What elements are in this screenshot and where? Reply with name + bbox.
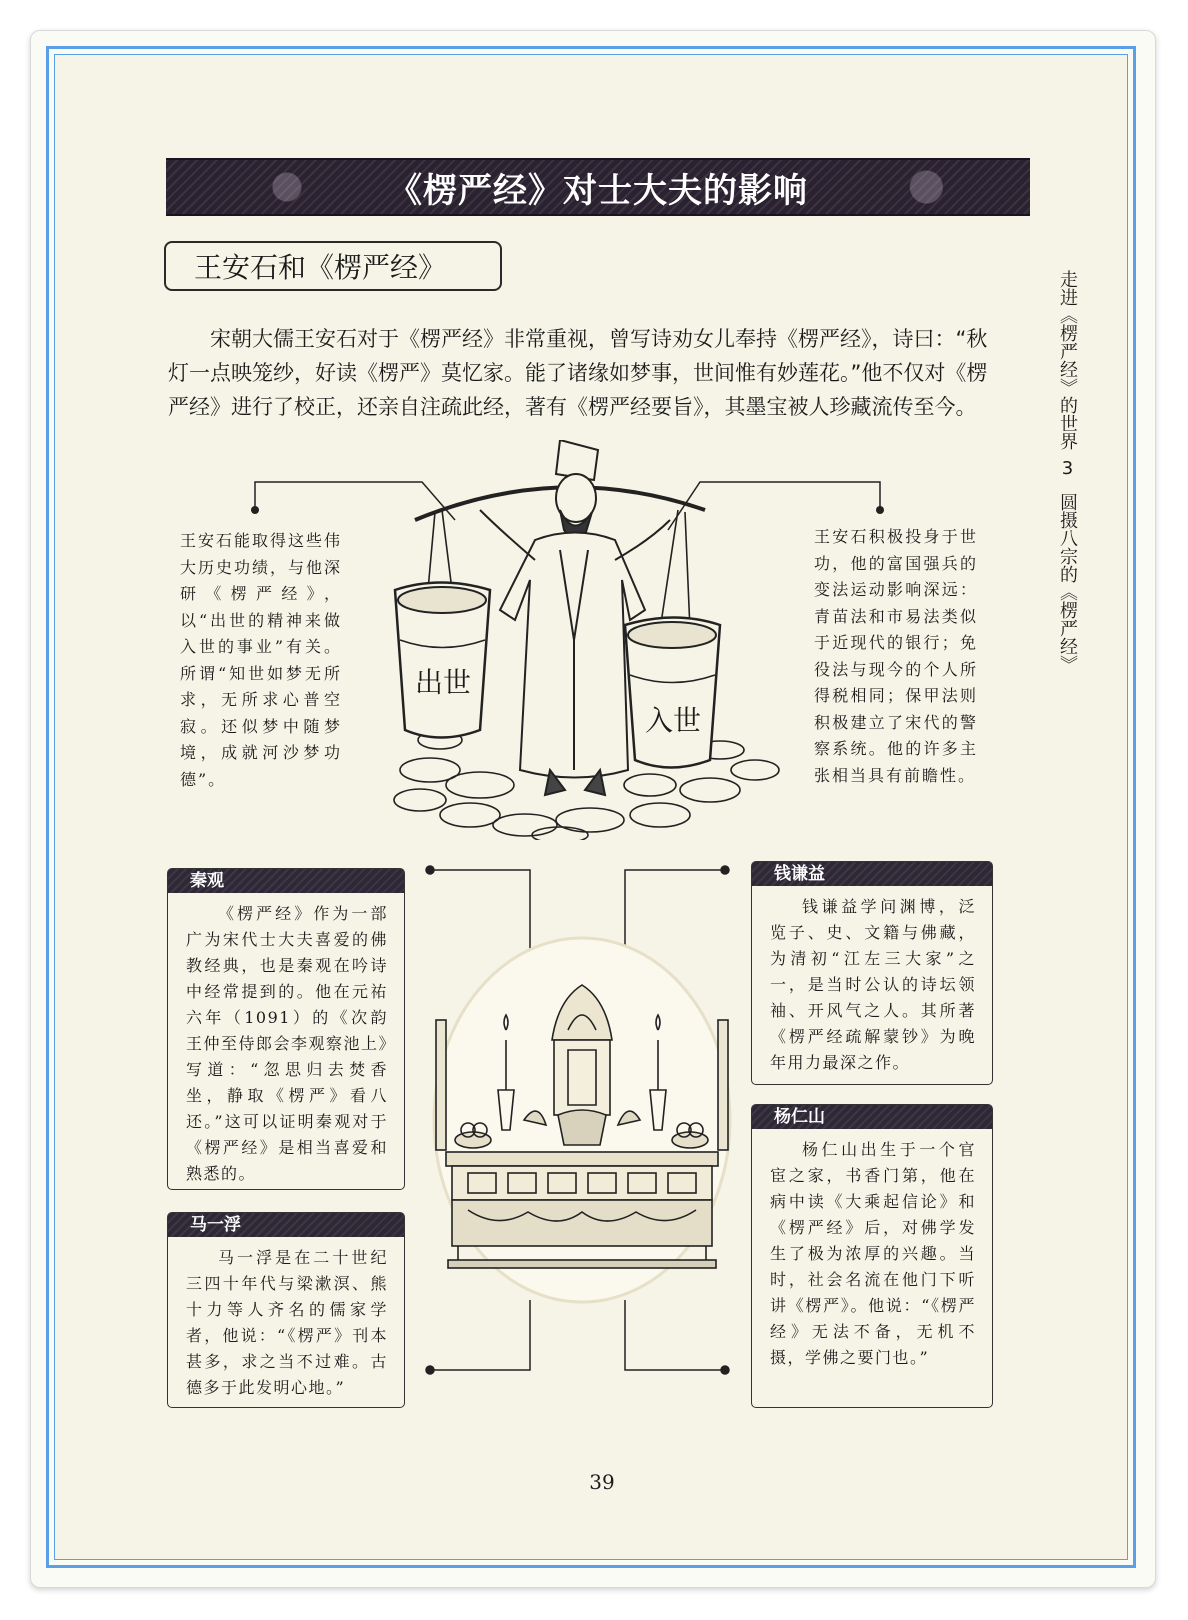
caption-right: 王安石积极投身于世功，他的富国强兵的变法运动影响深远：青苗法和市易法类似于近现代的银行；免役法与现今的个人所得税相同；保甲法则积极建立了宋代的警察系统。他的许多主张相当具有前瞻性。	[814, 527, 978, 785]
box-qianqianyi-title: 钱谦益	[752, 862, 992, 886]
intro-text: 宋朝大儒王安石对于《楞严经》非常重视，曾写诗劝女儿奉持《楞严经》，诗曰：“秋灯一点映笼纱，好读《楞严》莫忆家。能了诸缘如梦事，世间惟有妙莲花。”他不仅对《楞严经》进行了校正，还亲自注疏此经，著有《楞严经要旨》，其墨宝被人珍藏流传至今。	[168, 327, 988, 419]
box-yangrenshan-text: 杨仁山出生于一个官宦之家，书香门第，他在病中读《大乘起信论》和《楞严经》后，对佛学发生了极为浓厚的兴趣。当时，社会名流在他门下听讲《楞严》。他说：“《楞严经》无法不备，无机不摄，学佛之要门也。”	[770, 1140, 976, 1367]
bucket-label-rushi: 入世	[644, 704, 702, 737]
box-mayifu-text: 马一浮是在二十世纪三四十年代与梁漱溟、熊十力等人齐名的儒家学者，他说：“《楞严》刊本甚多，求之当不过难。古德多于此发明心地。”	[186, 1248, 388, 1397]
bucket-label-chushi: 出世	[414, 666, 472, 699]
chapter-title: 《楞严经》对士大夫的影响	[388, 170, 808, 211]
box-yangrenshan-title: 杨仁山	[752, 1105, 992, 1129]
caption-left: 王安石能取得这些伟大历史功绩，与他深研《楞严经》，以“出世的精神来做入世的事业”有关。所谓“知世如梦无所求，无所求心普空寂。还似梦中随梦境，成就河沙梦功德”。	[180, 531, 343, 789]
box-yangrenshan	[751, 1104, 993, 1408]
section-title: 王安石和《楞严经》	[164, 241, 502, 291]
box-qinguan	[167, 868, 405, 1190]
sidebar-chapter-title: 圆摄八宗的《楞严经》	[1057, 493, 1078, 673]
sidebar-book-title: 走进《楞严经》的世界	[1057, 270, 1078, 450]
page-number: 39	[589, 1470, 615, 1494]
box-qianqianyi	[751, 861, 993, 1085]
box-mayifu-title: 马一浮	[168, 1213, 404, 1237]
altar-illustration	[428, 930, 736, 1310]
box-qianqianyi-text: 钱谦益学问渊博，泛览子、史、文籍与佛藏，为清初“江左三大家”之一，是当时公认的诗坛领袖、开风气之人。其所著《楞严经疏解蒙钞》为晚年用力最深之作。	[770, 897, 976, 1072]
box-qinguan-title: 秦观	[168, 869, 404, 893]
sidebar-chapter-number: 3	[1057, 458, 1078, 479]
box-qinguan-text: 《楞严经》作为一部广为宋代士大夫喜爱的佛教经典，也是秦观在吟诗中经常提到的。他在元祐六年（1091）的《次韵王仲至侍郎会李观察池上》写道：“忽思归去焚香坐，静取《楞严》看八还。”这可以证明秦观对于《楞严经》是相当喜爱和熟悉的。	[186, 904, 389, 1183]
box-mayifu	[167, 1212, 405, 1408]
